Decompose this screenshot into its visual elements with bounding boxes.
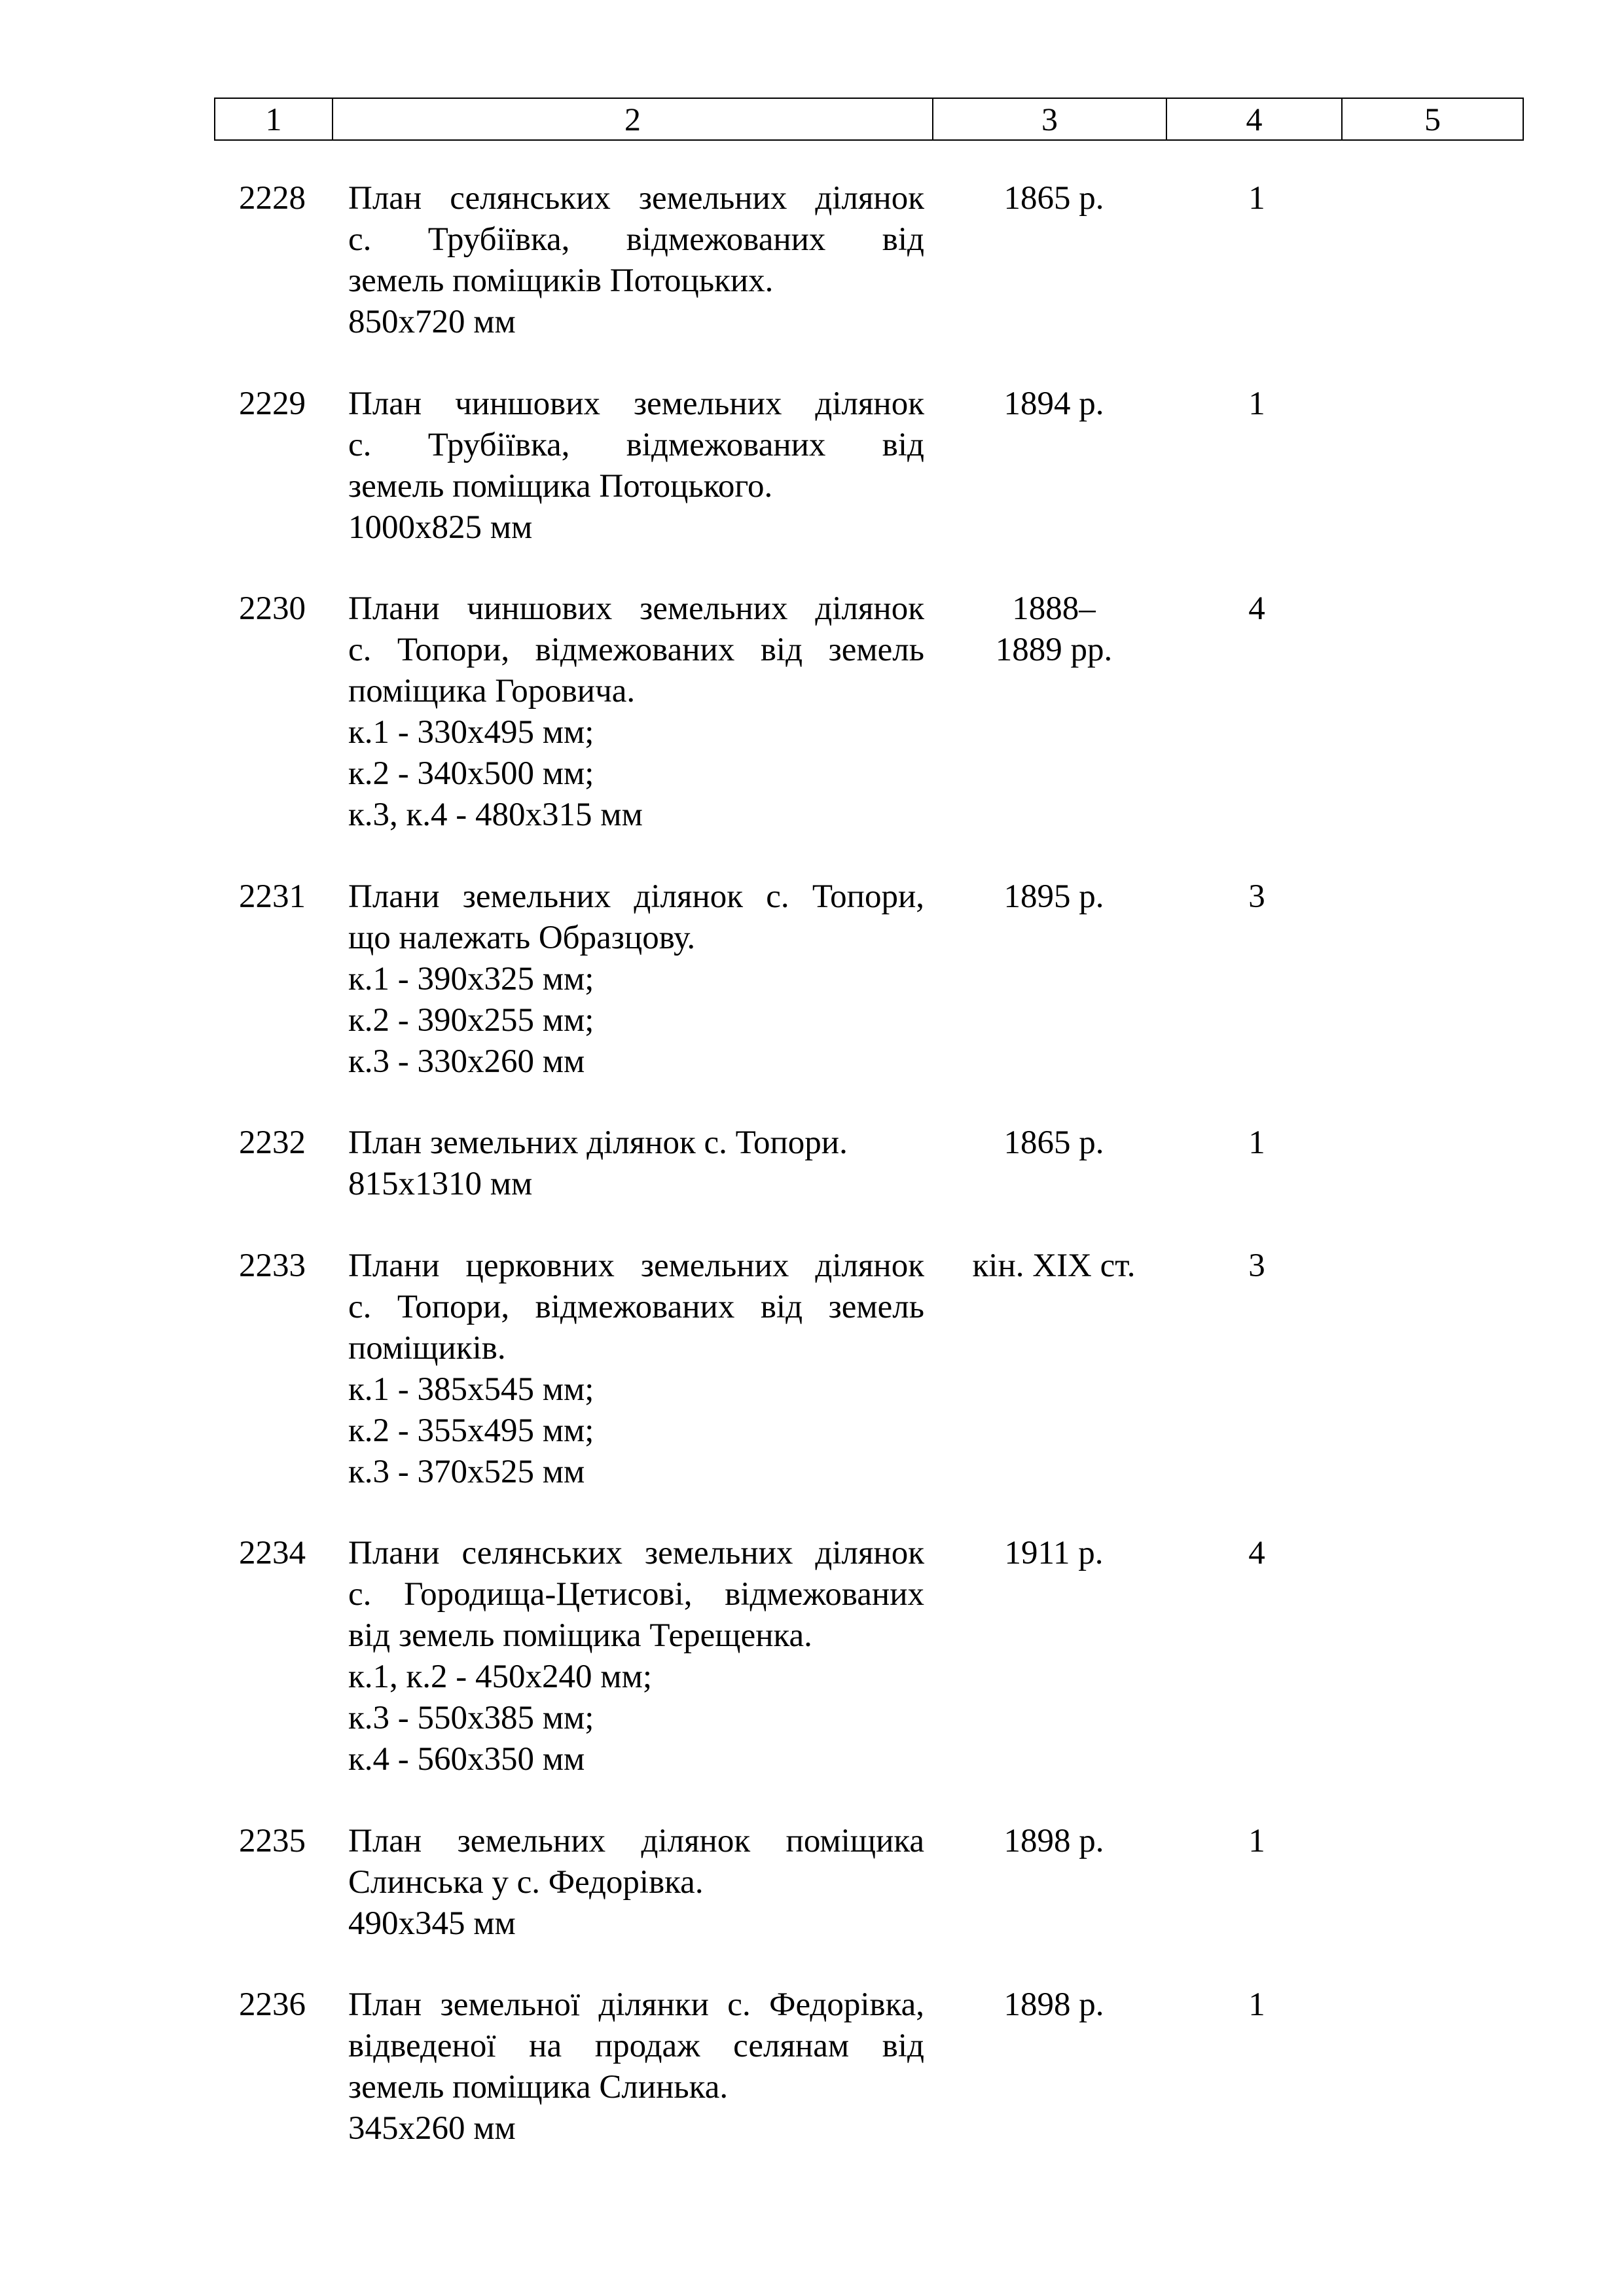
header-col-5: 5 <box>1424 101 1441 137</box>
item-quantity: 4 <box>1248 1535 1265 1571</box>
item-date <box>936 588 1172 671</box>
header-col-3: 3 <box>933 99 1167 139</box>
description-line: План селянських земельних ділянок <box>348 180 924 217</box>
item-quantity: 1 <box>1248 1986 1265 2023</box>
description-line: к.2 - 355х495 мм; <box>348 1412 594 1449</box>
item-quantity: 3 <box>1248 878 1265 915</box>
date-line: кін. ХІХ ст. <box>972 1247 1136 1284</box>
description-line: к.3, к.4 - 480х315 мм <box>348 797 643 833</box>
description-line: с. Топори, відмежованих від земель <box>348 1289 924 1325</box>
item-quantity: 1 <box>1248 180 1265 217</box>
column-number-header <box>214 98 1524 141</box>
description-line: к.1 - 390х325 мм; <box>348 961 594 997</box>
description-line: Плани чиншових земельних ділянок <box>348 590 924 627</box>
description-line: План чиншових земельних ділянок <box>348 386 924 422</box>
date-line: 1898 р. <box>1003 1986 1104 2023</box>
description-line: к.3 - 330х260 мм <box>348 1043 585 1080</box>
item-quantity: 1 <box>1248 1124 1265 1161</box>
date-line: 1888– <box>1012 590 1096 627</box>
item-description <box>348 1821 924 1945</box>
description-line: с. Трубіївка, відмежованих від <box>348 427 924 463</box>
description-line: к.1, к.2 - 450х240 мм; <box>348 1659 653 1695</box>
item-number: 2230 <box>239 590 306 627</box>
item-date <box>936 1533 1172 1574</box>
description-line: Плани селянських земельних ділянок <box>348 1535 924 1571</box>
description-line: земель поміщиків Потоцьких. <box>348 262 774 299</box>
item-date <box>936 1246 1172 1287</box>
item-number: 2231 <box>239 878 306 915</box>
description-line: План земельної ділянки с. Федорівка, <box>348 1986 924 2023</box>
description-line: Плани церковних земельних ділянок <box>348 1247 924 1284</box>
description-line: 1000х825 мм <box>348 509 533 546</box>
item-date <box>936 384 1172 425</box>
item-number: 2232 <box>239 1124 306 1161</box>
description-line: Плани земельних ділянок с. Топори, <box>348 878 924 915</box>
date-line: 1889 рр. <box>995 632 1113 668</box>
description-line: к.3 - 550х385 мм; <box>348 1700 594 1736</box>
item-date <box>936 876 1172 918</box>
item-quantity: 1 <box>1248 386 1265 422</box>
header-col-1: 1 <box>215 99 333 139</box>
description-line: к.2 - 340х500 мм; <box>348 755 594 792</box>
description-line: земель поміщика Слинька. <box>348 2069 729 2106</box>
item-description <box>348 1122 924 1205</box>
description-line: відведеної на продаж селянам від <box>348 2028 924 2064</box>
date-line: 1894 р. <box>1003 386 1104 422</box>
item-description <box>348 1533 924 1780</box>
description-line: земель поміщика Потоцького. <box>348 468 773 505</box>
description-line: поміщика Горовича. <box>348 673 636 709</box>
item-number: 2235 <box>239 1823 306 1859</box>
description-line: к.4 - 560х350 мм <box>348 1741 585 1778</box>
item-number: 2234 <box>239 1535 306 1571</box>
header-col-4: 4 <box>1167 99 1343 139</box>
description-line: 345х260 мм <box>348 2110 516 2147</box>
item-date <box>936 1122 1172 1164</box>
date-line: 1911 р. <box>1004 1535 1104 1571</box>
item-number: 2233 <box>239 1247 306 1284</box>
item-date <box>936 1984 1172 2026</box>
item-quantity: 4 <box>1248 590 1265 627</box>
description-line: к.1 - 385х545 мм; <box>348 1371 594 1408</box>
date-line: 1865 р. <box>1003 180 1104 217</box>
item-number: 2229 <box>239 386 306 422</box>
item-quantity: 1 <box>1248 1823 1265 1859</box>
description-line: що належать Образцову. <box>348 920 696 956</box>
description-line: поміщиків. <box>348 1330 506 1367</box>
description-line: к.3 - 370х525 мм <box>348 1454 585 1490</box>
item-description <box>348 1246 924 1493</box>
item-description <box>348 876 924 1083</box>
description-line: с. Топори, відмежованих від земель <box>348 632 924 668</box>
item-quantity: 3 <box>1248 1247 1265 1284</box>
description-line: к.1 - 330х495 мм; <box>348 714 594 751</box>
description-line: к.2 - 390х255 мм; <box>348 1002 594 1039</box>
item-number: 2236 <box>239 1986 306 2023</box>
description-line: с. Городища-Цетисові, відмежованих <box>348 1576 924 1613</box>
item-description <box>348 588 924 836</box>
description-line: від земель поміщика Терещенка. <box>348 1617 812 1654</box>
description-line: План земельних ділянок поміщика <box>348 1823 924 1859</box>
item-description <box>348 178 924 343</box>
description-line: План земельних ділянок с. Топори. <box>348 1124 848 1161</box>
description-line: 850х720 мм <box>348 304 516 340</box>
description-line: 815х1310 мм <box>348 1166 533 1202</box>
date-line: 1865 р. <box>1003 1124 1104 1161</box>
item-description <box>348 1984 924 2149</box>
header-col-2: 2 <box>333 99 933 139</box>
description-line: Слинська у с. Федорівка. <box>348 1864 704 1901</box>
date-line: 1898 р. <box>1003 1823 1104 1859</box>
description-line: 490х345 мм <box>348 1905 516 1942</box>
item-date <box>936 1821 1172 1862</box>
date-line: 1895 р. <box>1003 878 1104 915</box>
item-description <box>348 384 924 548</box>
item-number: 2228 <box>239 180 306 217</box>
item-date <box>936 178 1172 219</box>
description-line: с. Трубіївка, відмежованих від <box>348 221 924 258</box>
